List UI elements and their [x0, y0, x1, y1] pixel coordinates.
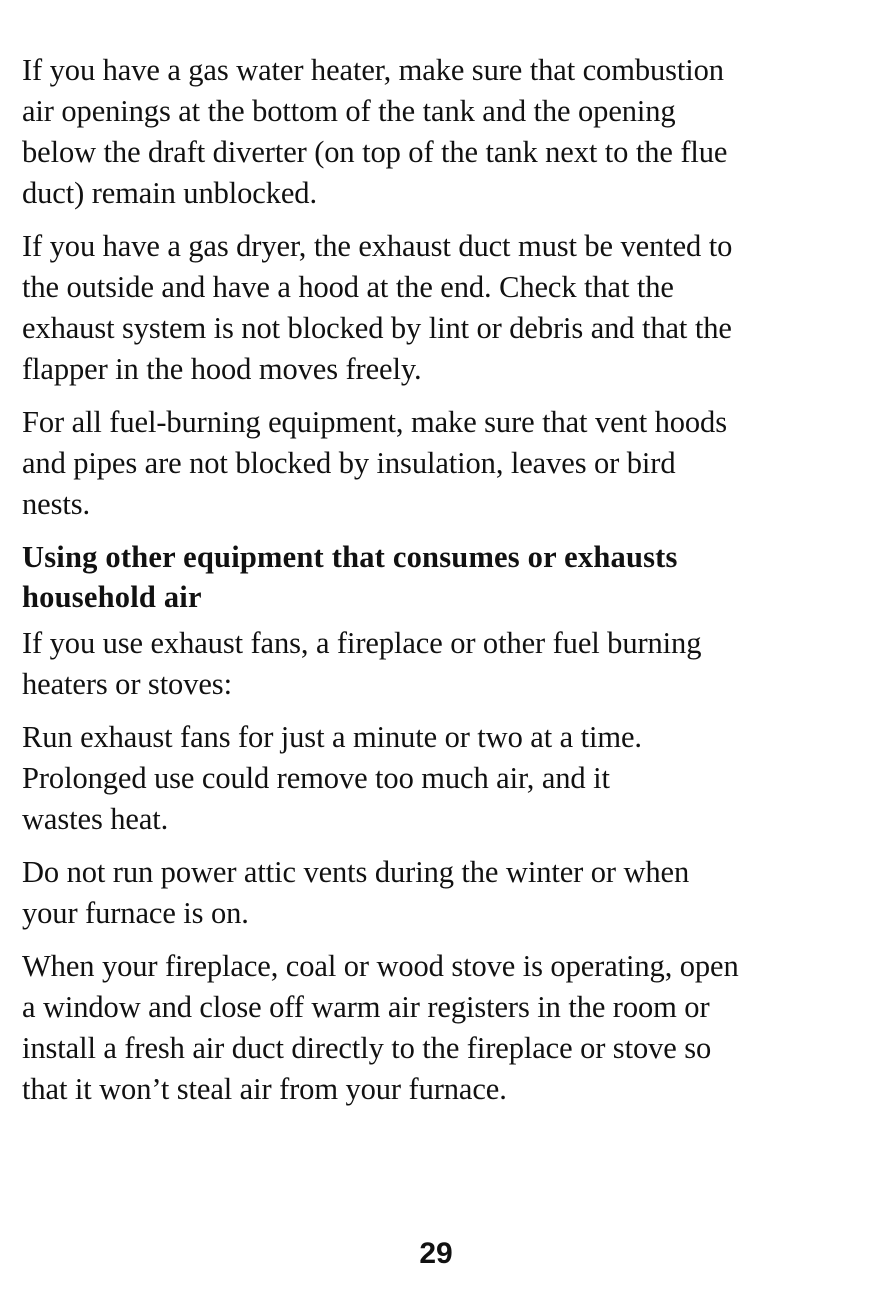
paragraph-attic-vents [22, 852, 854, 934]
text-line: install a fresh air duct directly to the fireplace or stove so [22, 1031, 712, 1065]
text-line: duct) remain unblocked. [22, 176, 317, 210]
text-line: If you have a gas water heater, make sure that combustion [22, 53, 724, 87]
text-line: Do not run power attic vents during the winter or when [22, 855, 690, 889]
text-line: Run exhaust fans for just a minute or two at a time. [22, 720, 642, 754]
paragraph-exhaust-fans-intro [22, 623, 854, 705]
heading-line: household air [22, 580, 202, 614]
text-line: When your fireplace, coal or wood stove is operating, open [22, 949, 739, 983]
document-page [22, 50, 854, 1122]
text-line: the outside and have a hood at the end. Check that the [22, 270, 674, 304]
text-line: a window and close off warm air registers in the room or [22, 990, 710, 1024]
paragraph-gas-dryer [22, 226, 854, 390]
text-line: that it won’t steal air from your furnace. [22, 1072, 507, 1106]
text-line: If you use exhaust fans, a fireplace or other fuel burning [22, 626, 702, 660]
text-line: Prolonged use could remove too much air, and it [22, 761, 610, 795]
heading-line: Using other equipment that consumes or exhausts [22, 540, 678, 574]
text-line: nests. [22, 487, 91, 521]
text-line: flapper in the hood moves freely. [22, 352, 422, 386]
text-line: your furnace is on. [22, 896, 249, 930]
paragraph-gas-water-heater [22, 50, 854, 214]
text-line: wastes heat. [22, 802, 169, 836]
text-line: exhaust system is not blocked by lint or debris and that the [22, 311, 732, 345]
text-line: below the draft diverter (on top of the tank next to the flue [22, 135, 728, 169]
paragraph-run-exhaust-fans [22, 717, 854, 840]
paragraph-fireplace-stove [22, 946, 854, 1110]
text-line: air openings at the bottom of the tank and the opening [22, 94, 676, 128]
text-line: and pipes are not blocked by insulation, leaves or bird [22, 446, 676, 480]
text-line: heaters or stoves: [22, 667, 232, 701]
section-heading [22, 537, 854, 617]
text-line: For all fuel-burning equipment, make sure that vent hoods [22, 405, 727, 439]
text-line: If you have a gas dryer, the exhaust duct must be vented to [22, 229, 733, 263]
paragraph-fuel-burning-equipment [22, 402, 854, 525]
page-number: 29 [419, 1237, 453, 1270]
